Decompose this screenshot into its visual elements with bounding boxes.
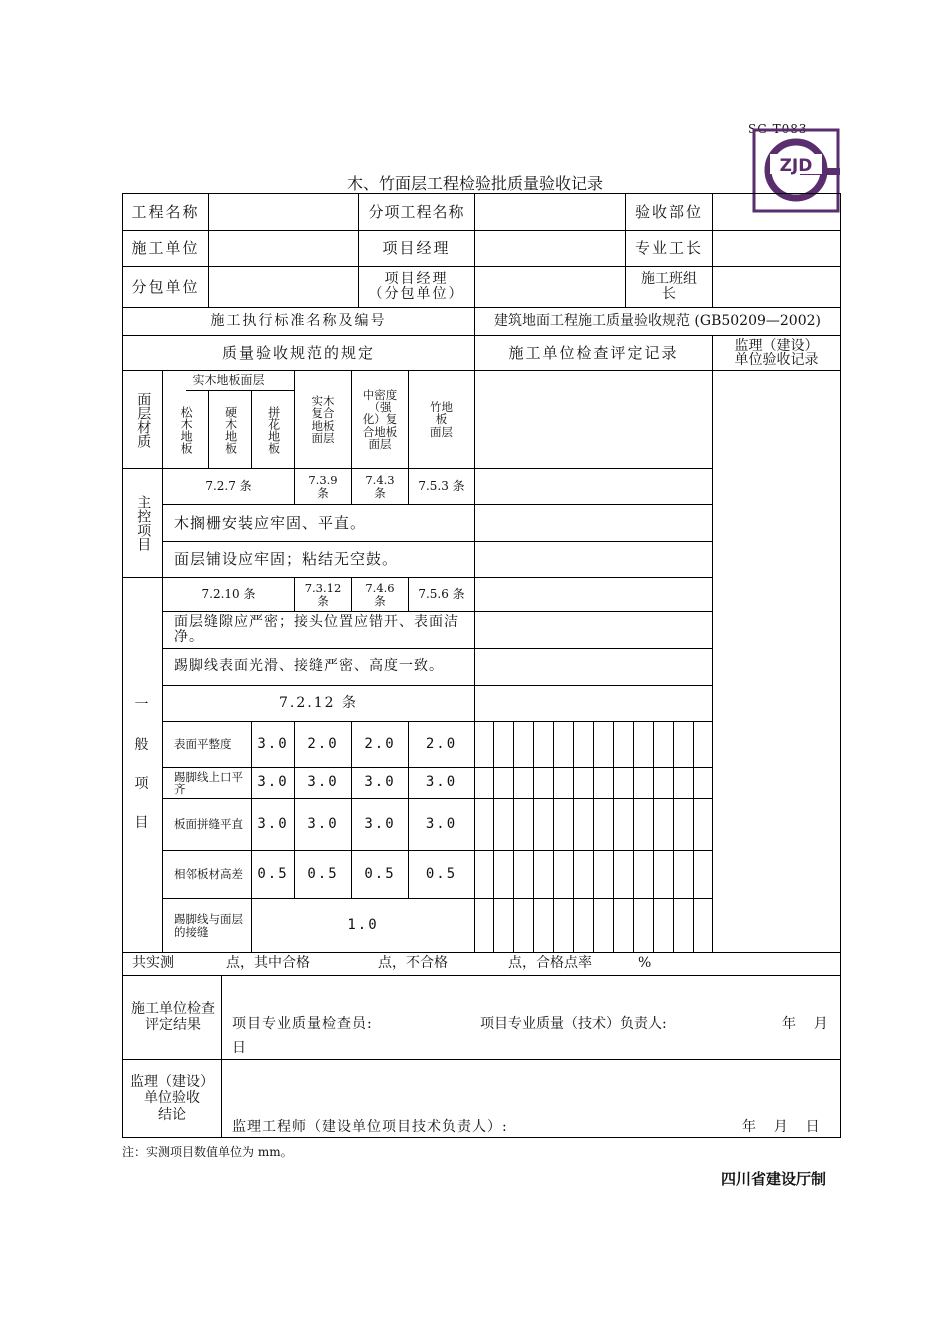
tolerance-value: 3.0 xyxy=(425,815,458,832)
summary-text-e: % xyxy=(638,955,652,972)
sub-manager-label: 项目经理 （分包单位） xyxy=(368,270,465,302)
tolerance-value: 3.0 xyxy=(364,774,396,791)
tolerance-value: 0.5 xyxy=(364,865,396,882)
tolerance-value: 3.0 xyxy=(364,815,396,832)
tolerance-value: 3.0 xyxy=(307,774,339,791)
document-code: SG-T083 xyxy=(748,122,808,136)
general-side-label: 一 般 项 目 xyxy=(134,697,151,831)
supervision-column-header: 监理（建设） 单位验收记录 xyxy=(734,338,819,368)
footnote: 注：实测项目数值单位为 mm。 xyxy=(122,1145,293,1159)
summary-text-d: 点，合格点率 xyxy=(508,955,592,972)
acceptance-part-label: 验收部位 xyxy=(634,202,703,221)
standard-value: 建筑地面工程施工质量验收规范 (GB50209—2002) xyxy=(493,312,821,329)
construction-date: 年 月 xyxy=(782,1016,828,1032)
tolerance-value: 2.0 xyxy=(364,735,396,752)
main-clause-composite: 7.3.9 条 xyxy=(308,473,338,500)
tolerance-value: 2.0 xyxy=(307,735,339,752)
main-clause-solid: 7.2.7 条 xyxy=(205,478,252,493)
tech-lead-label: 项目专业质量（技术）负责人: xyxy=(480,1016,667,1032)
construction-result-label: 施工单位检查评定结果 xyxy=(131,1001,215,1033)
mdf-label: 中密度 （强 化）复 合地板 面层 xyxy=(362,388,398,451)
tolerance-value: 0.5 xyxy=(257,865,289,882)
tolerance-value: 0.5 xyxy=(307,865,339,882)
hardwood-label: 硬木地板 xyxy=(223,405,238,454)
general-clause-composite: 7.3.12 条 xyxy=(304,581,342,608)
foreman-label: 专业工长 xyxy=(634,239,703,258)
standard-label: 施工执行标准名称及编号 xyxy=(210,312,387,329)
supervision-engineer-label: 监理工程师（建设单位项目技术负责人）: xyxy=(232,1119,508,1135)
tolerance-row-name: 板面拼缝平直 xyxy=(174,817,243,832)
tolerance-row-name: 踢脚线上口平齐 xyxy=(174,769,243,796)
page-title: 木、竹面层工程检验批质量验收记录 xyxy=(346,174,603,193)
general-item-2: 踢脚线表面光滑、接缝严密、高度一致。 xyxy=(174,658,444,675)
project-name-field[interactable] xyxy=(209,194,358,230)
project-name-label: 工程名称 xyxy=(131,202,200,221)
tolerance-clause: 7.2.12 条 xyxy=(279,694,358,711)
subproject-name-field[interactable] xyxy=(475,194,625,230)
supervision-date: 年 月 日 xyxy=(742,1119,820,1135)
pine-label: 松木地板 xyxy=(179,405,194,454)
tolerance-value: 3.0 xyxy=(307,815,339,832)
parquet-label: 拼花地板 xyxy=(266,405,281,454)
general-clause-solid: 7.2.10 条 xyxy=(201,586,256,601)
tolerance-value: 2.0 xyxy=(425,735,458,752)
summary-text-c: 点，不合格 xyxy=(378,955,448,972)
main-item-2: 面层铺设应牢固；粘结无空鼓。 xyxy=(174,550,399,569)
subproject-name-label: 分项工程名称 xyxy=(368,202,465,221)
general-clause-mdf: 7.4.6 条 xyxy=(365,581,395,608)
tolerance-value: 1.0 xyxy=(347,916,379,933)
materials-side-label: 面层材质 xyxy=(135,391,152,448)
inspector-label: 项目专业质量检查员: xyxy=(232,1016,373,1032)
tolerance-value: 3.0 xyxy=(257,774,289,791)
tolerance-value: 0.5 xyxy=(425,865,458,882)
supervision-result-label: 监理（建设） 单位验收 结论 xyxy=(130,1074,214,1123)
summary-text-a: 共实测 xyxy=(132,955,174,972)
svg-text:ZJD: ZJD xyxy=(779,156,813,176)
construction-unit-label: 施工单位 xyxy=(131,239,200,258)
summary-row xyxy=(132,953,692,975)
subcontract-unit-label: 分包单位 xyxy=(131,277,200,296)
project-manager-label: 项目经理 xyxy=(382,239,451,258)
solid-wood-label: 实木地板面层 xyxy=(192,372,265,387)
tolerance-value: 3.0 xyxy=(425,774,458,791)
issuer: 四川省建设厅制 xyxy=(720,1170,826,1188)
summary-text-b: 点，其中合格 xyxy=(226,955,310,972)
tolerance-row-name: 踢脚线与面层的接缝 xyxy=(174,912,243,939)
general-item-1: 面层缝隙应严密；接头位置应错开、表面洁净。 xyxy=(174,614,459,645)
main-clause-bamboo: 7.5.3 条 xyxy=(418,478,465,493)
tolerance-value: 3.0 xyxy=(257,735,289,752)
spec-column-header: 质量验收规范的规定 xyxy=(221,343,375,362)
composite-label: 实木 复合 地板 面层 xyxy=(311,394,335,445)
tolerance-value: 3.0 xyxy=(257,815,289,832)
construction-unit-field[interactable] xyxy=(209,231,358,266)
general-clause-bamboo: 7.5.6 条 xyxy=(418,586,465,601)
main-item-1: 木搁栅安装应牢固、平直。 xyxy=(174,513,367,532)
construction-day: 日 xyxy=(232,1040,246,1056)
tolerance-row-name: 相邻板材高差 xyxy=(174,867,243,882)
main-control-side-label: 主控项目 xyxy=(135,495,152,551)
check-column-header: 施工单位检查评定记录 xyxy=(508,343,679,362)
team-leader-label: 施工班组 长 xyxy=(641,270,697,302)
bamboo-label: 竹地 板 面层 xyxy=(430,400,453,439)
tolerance-row-name: 表面平整度 xyxy=(174,737,232,752)
main-clause-mdf: 7.4.3 条 xyxy=(365,473,395,500)
